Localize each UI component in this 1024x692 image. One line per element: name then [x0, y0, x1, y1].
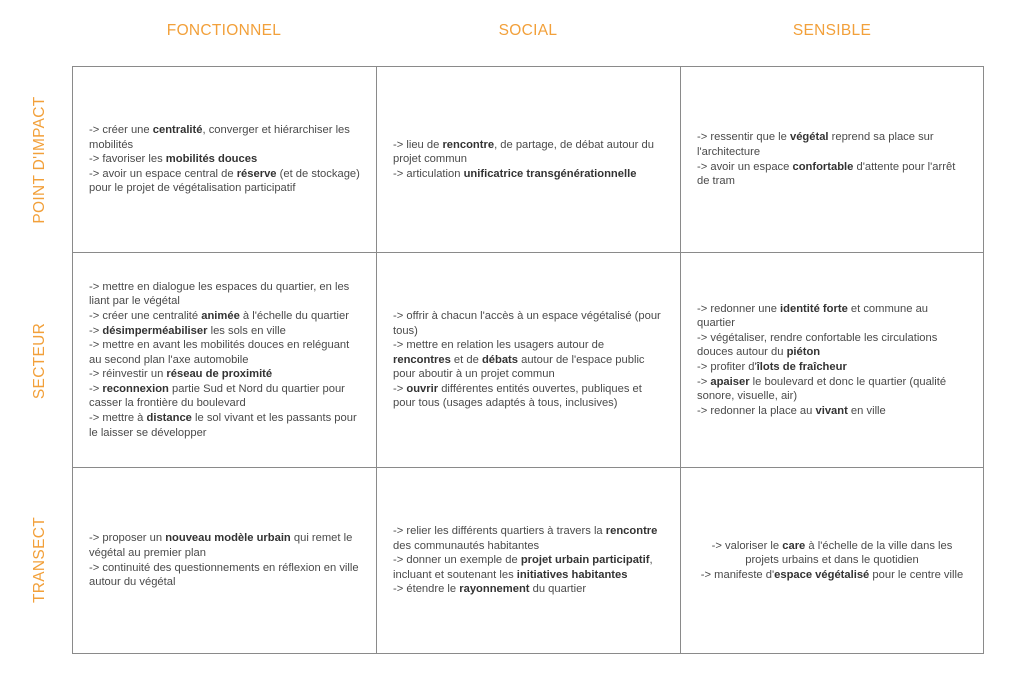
cell-line: [89, 123, 360, 152]
emphasis-text: vivant: [815, 404, 848, 417]
body-text: -> avoir un espace: [697, 160, 793, 173]
body-text: -> mettre en relation les usagers autour de: [393, 339, 605, 352]
body-text: ->: [697, 375, 711, 388]
body-text: -> relier les différents quartiers à travers la: [393, 525, 606, 538]
row-header-point-d-impact: POINT D'IMPACT: [31, 96, 48, 224]
cell-line: [697, 130, 967, 159]
body-text: ->: [89, 324, 103, 337]
body-text: à l'échelle du quartier: [239, 309, 349, 322]
cell-text: [89, 280, 360, 441]
emphasis-text: distance: [146, 412, 192, 425]
cell-line: [697, 539, 967, 568]
cell-line: [89, 309, 360, 324]
body-text: du quartier: [529, 583, 587, 596]
cell-line: [89, 152, 360, 167]
body-text: -> proposer un: [89, 532, 166, 545]
cell-text: [393, 524, 664, 597]
emphasis-text: initiatives habitantes: [516, 568, 628, 581]
row-header-secteur: SECTEUR: [31, 322, 48, 400]
cell-transect-sensible: [681, 468, 984, 654]
body-text: -> végétaliser, rendre confortable les circulations douces autour du: [697, 331, 938, 359]
column-header-fonctionnel: FONCTIONNEL: [166, 22, 282, 39]
emphasis-text: nouveau modèle urbain: [165, 532, 291, 545]
cell-point-d-impact-sensible: [681, 67, 984, 253]
body-text: -> étendre le: [393, 583, 460, 596]
emphasis-text: réserve: [236, 167, 277, 180]
body-text: des communautés habitantes: [393, 539, 540, 552]
cell-line: [89, 338, 360, 367]
emphasis-text: animée: [201, 309, 240, 322]
cell-secteur-social: [377, 253, 681, 468]
emphasis-text: rencontre: [442, 138, 495, 151]
cell-line: [89, 324, 360, 339]
body-text: (et de stockage) pour le projet de végétalisation participatif: [89, 167, 360, 195]
body-text: -> réinvestir un: [89, 368, 167, 381]
body-text: différentes entités ouvertes, publiques et pour tous (usages adaptés à tous, inclusives): [393, 382, 642, 410]
cell-line: [697, 302, 967, 331]
emphasis-text: projet urbain participatif: [520, 554, 650, 567]
cell-text: [393, 138, 664, 182]
emphasis-text: végétal: [789, 131, 829, 144]
emphasis-text: centralité: [152, 124, 203, 137]
cell-point-d-impact-social: [377, 67, 681, 253]
cell-line: [89, 167, 360, 196]
emphasis-text: identité forte: [780, 302, 848, 315]
emphasis-text: unificatrice transgénérationnelle: [463, 167, 637, 180]
emphasis-text: piéton: [786, 346, 821, 359]
cell-line: [393, 524, 664, 553]
emphasis-text: débats: [481, 353, 518, 366]
cell-line: [697, 331, 967, 360]
column-header-sensible: SENSIBLE: [792, 22, 872, 39]
body-text: -> continuité des questionnements en réflexion en ville autour du végétal: [89, 561, 359, 589]
body-text: à l'échelle de la ville dans les projets urbains et dans le quotidien: [745, 539, 953, 567]
cell-line: [89, 531, 360, 560]
cell-text: [697, 130, 967, 188]
body-text: -> articulation: [393, 167, 464, 180]
emphasis-text: désimperméabiliser: [102, 324, 208, 337]
cell-text: [697, 539, 967, 583]
body-text: le sol vivant et les passants pour le laisser se développer: [89, 412, 357, 439]
body-text: et de: [450, 353, 482, 366]
body-text: -> valoriser le: [711, 539, 783, 552]
column-header-social: SOCIAL: [498, 22, 558, 39]
body-text: -> redonner la place au: [697, 404, 816, 417]
body-text: -> créer une: [89, 124, 153, 137]
emphasis-text: apaiser: [710, 375, 750, 388]
cell-line: [697, 360, 967, 375]
emphasis-text: réseau de proximité: [166, 368, 273, 381]
body-text: -> avoir un espace central de: [89, 167, 237, 180]
body-text: -> créer une centralité: [89, 309, 202, 322]
body-text: -> favoriser les: [89, 153, 166, 166]
body-text: les sols en ville: [207, 324, 286, 337]
cell-secteur-fonctionnel: [73, 253, 377, 468]
body-text: , de partage, de débat autour du projet commun: [393, 138, 654, 166]
cell-line: [697, 404, 967, 419]
emphasis-text: îlots de fraîcheur: [756, 361, 847, 373]
cell-line: [697, 160, 967, 189]
cell-transect-fonctionnel: [73, 468, 377, 654]
emphasis-text: confortable: [792, 160, 854, 173]
body-text: pour le centre ville: [869, 568, 964, 581]
cell-line: [393, 582, 664, 597]
body-text: en ville: [847, 404, 886, 417]
cell-line: [89, 280, 360, 309]
body-text: d'attente pour l'arrêt de tram: [697, 160, 956, 188]
body-text: autour de l'espace public pour aboutir à un projet commun: [393, 353, 645, 381]
body-text: ->: [393, 382, 407, 395]
cell-line: [393, 309, 664, 338]
body-text: et commune au quartier: [697, 302, 929, 330]
body-text: reprend sa place sur l'architecture: [697, 131, 934, 158]
emphasis-text: ouvrir: [406, 382, 439, 395]
body-text: qui remet le végétal au premier plan: [89, 532, 353, 559]
body-text: -> offrir à chacun l'accès à un espace végétalisé (pour tous): [393, 309, 661, 337]
body-text: le boulevard et donc le quartier (qualité sonore, visuelle, air): [697, 375, 947, 403]
cell-line: [697, 375, 967, 404]
body-text: -> lieu de: [393, 138, 443, 151]
cell-text: [89, 123, 360, 196]
cell-point-d-impact-fonctionnel: [73, 67, 377, 253]
emphasis-text: espace végétalisé: [774, 568, 870, 581]
cell-line: [697, 568, 967, 583]
cell-line: [89, 382, 360, 411]
cell-line: [89, 411, 360, 440]
cell-transect-social: [377, 468, 681, 654]
body-text: -> mettre à: [89, 412, 147, 425]
body-text: ->: [89, 382, 103, 395]
cell-text: [393, 309, 664, 411]
cell-line: [393, 382, 664, 411]
body-text: -> manifeste d': [700, 568, 775, 581]
emphasis-text: care: [782, 539, 806, 552]
emphasis-text: rencontre: [605, 525, 658, 538]
matrix-table: [72, 66, 984, 654]
cell-line: [89, 561, 360, 590]
body-text: partie Sud et Nord du quartier pour casser la frontière du boulevard: [89, 382, 345, 410]
cell-line: [393, 553, 664, 582]
body-text: -> redonner une: [697, 302, 781, 315]
body-text: -> mettre en dialogue les espaces du quartier, en les liant par le végétal: [89, 280, 350, 308]
emphasis-text: mobilités douces: [165, 153, 258, 166]
emphasis-text: reconnexion: [102, 382, 169, 395]
cell-text: [697, 302, 967, 419]
cell-line: [393, 167, 664, 182]
row-header-transect: TRANSECT: [31, 517, 48, 603]
body-text: , incluant et soutenant les: [393, 554, 653, 581]
cell-text: [89, 531, 360, 589]
body-text: -> ressentir que le: [697, 131, 790, 144]
emphasis-text: rencontres: [393, 353, 451, 366]
emphasis-text: rayonnement: [459, 583, 530, 596]
body-text: , converger et hiérarchiser les mobilités: [89, 124, 350, 151]
cell-line: [393, 138, 664, 167]
cell-line: [89, 367, 360, 382]
cell-line: [393, 338, 664, 382]
cell-secteur-sensible: [681, 253, 984, 468]
body-text: -> profiter d': [697, 361, 757, 373]
body-text: -> donner un exemple de: [393, 554, 521, 567]
body-text: -> mettre en avant les mobilités douces en reléguant au second plan l'axe automobile: [89, 339, 350, 366]
